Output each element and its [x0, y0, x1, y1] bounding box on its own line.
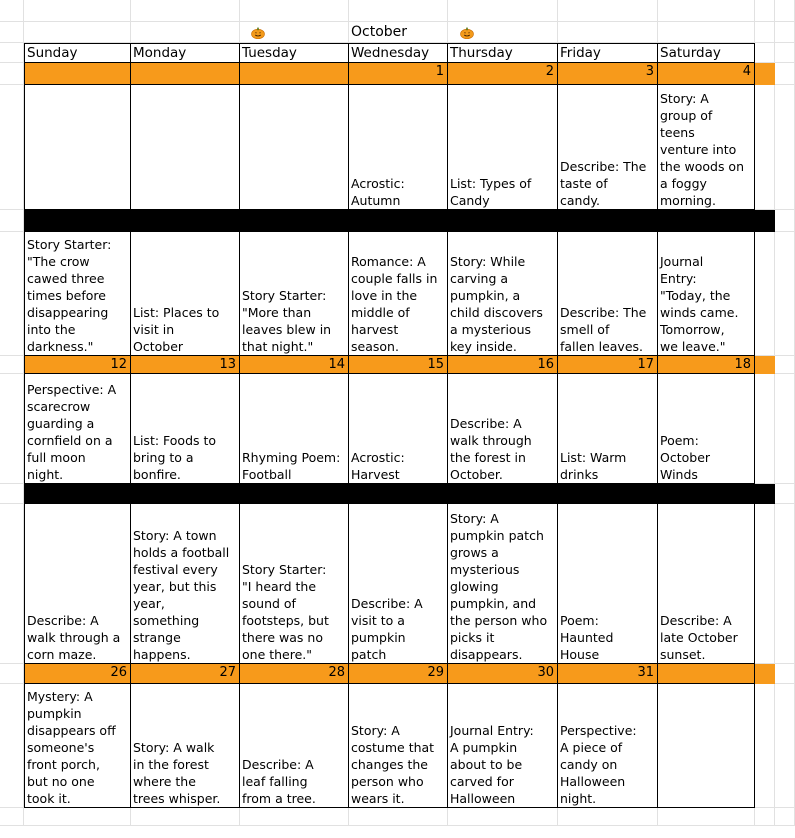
prompt-text: Romance: A couple falls in love in the middle of harvest season. — [351, 254, 438, 354]
day-prompt[interactable] — [24, 504, 131, 664]
grid-cell[interactable] — [775, 63, 795, 85]
grid-cell[interactable] — [755, 22, 775, 43]
grid-cell[interactable] — [131, 0, 240, 22]
band-extension — [755, 210, 775, 232]
prompt-text: Poem: October Winds — [660, 433, 711, 482]
day-prompt[interactable] — [349, 504, 448, 664]
date-number — [131, 63, 240, 85]
grid-cell[interactable] — [131, 22, 240, 43]
day-prompt[interactable] — [131, 684, 240, 808]
date-number: 17 — [558, 356, 658, 374]
grid-cell[interactable] — [0, 484, 24, 504]
header-sunday: Sunday — [24, 43, 131, 63]
date-number: 15 — [349, 356, 448, 374]
date-number: 3 — [558, 63, 658, 85]
band-extension — [755, 356, 775, 374]
day-prompt[interactable] — [658, 374, 755, 484]
day-prompt[interactable] — [558, 504, 658, 664]
prompt-text: List: Places to visit in October — [133, 305, 220, 354]
grid-cell[interactable] — [775, 43, 795, 63]
grid-cell[interactable] — [0, 232, 24, 356]
date-number: 27 — [131, 664, 240, 684]
pumpkin-icon — [460, 27, 474, 39]
month-title: October — [351, 24, 408, 40]
grid-cell[interactable] — [0, 85, 24, 210]
date-number: 25 — [658, 484, 755, 504]
prompt-text: List: Warm drinks — [560, 450, 627, 482]
grid-cell[interactable] — [755, 43, 775, 63]
grid-cell[interactable] — [558, 0, 658, 22]
grid-cell[interactable] — [131, 808, 240, 826]
day-prompt[interactable] — [558, 374, 658, 484]
grid-cell[interactable] — [0, 210, 24, 232]
grid-cell[interactable] — [775, 504, 795, 664]
header-monday: Monday — [131, 43, 240, 63]
prompt-text: Story: A pumpkin patch grows a mysterious glowing pumpkin, and the person who picks it disappears. — [450, 511, 548, 662]
grid-cell[interactable] — [775, 356, 795, 374]
date-number: 31 — [558, 664, 658, 684]
band-extension — [755, 484, 775, 504]
prompt-text: List: Foods to bring to a bonfire. — [133, 433, 217, 482]
grid-cell[interactable] — [775, 684, 795, 808]
date-number: 22 — [349, 484, 448, 504]
day-prompt[interactable] — [131, 85, 240, 210]
day-prompt[interactable] — [448, 684, 558, 808]
grid-cell[interactable] — [755, 504, 775, 664]
day-prompt[interactable] — [240, 374, 349, 484]
prompt-text: Acrostic: Harvest — [351, 450, 405, 482]
grid-cell[interactable] — [0, 22, 24, 43]
prompt-text: Story: A town holds a football festival every year, but this year, something strange happens. — [133, 528, 230, 662]
prompt-text: Acrostic: Autumn — [351, 176, 405, 208]
header-saturday: Saturday — [658, 43, 755, 63]
prompt-text: Perspective: A piece of candy on Halloween night. — [560, 723, 637, 806]
date-number: 12 — [24, 356, 131, 374]
date-number: 6 — [131, 210, 240, 232]
grid-cell[interactable] — [0, 684, 24, 808]
day-prompt[interactable] — [24, 374, 131, 484]
grid-cell[interactable] — [755, 232, 775, 356]
grid-cell[interactable] — [658, 808, 755, 826]
grid-cell[interactable] — [775, 808, 795, 826]
prompt-text: Journal Entry: A pumpkin about to be carved for Halloween — [450, 723, 534, 806]
prompt-text: Story: A group of teens venture into the woods on a foggy morning. — [660, 91, 744, 208]
header-friday: Friday — [558, 43, 658, 63]
prompt-text: Story: While carving a pumpkin, a child discovers a mysterious key inside. — [450, 254, 543, 354]
grid-cell[interactable] — [0, 504, 24, 664]
date-number: 5 — [24, 210, 131, 232]
day-prompt[interactable] — [448, 232, 558, 356]
grid-cell[interactable] — [24, 808, 131, 826]
grid-cell[interactable] — [775, 85, 795, 210]
day-prompt[interactable] — [240, 85, 349, 210]
prompt-text: Describe: A visit to a pumpkin patch — [351, 596, 423, 662]
date-number: 16 — [448, 356, 558, 374]
grid-cell[interactable] — [349, 0, 448, 22]
date-number — [24, 63, 131, 85]
grid-cell[interactable] — [775, 484, 795, 504]
day-prompt[interactable] — [24, 85, 131, 210]
band-extension — [755, 63, 775, 85]
day-prompt[interactable] — [448, 504, 558, 664]
date-number: 13 — [131, 356, 240, 374]
grid-cell[interactable] — [24, 22, 131, 43]
grid-cell[interactable] — [775, 0, 795, 22]
date-number: 20 — [131, 484, 240, 504]
day-prompt[interactable] — [349, 85, 448, 210]
date-number: 18 — [658, 356, 755, 374]
grid-cell[interactable] — [558, 808, 658, 826]
date-number — [240, 63, 349, 85]
date-number: 1 — [349, 63, 448, 85]
day-prompt[interactable] — [24, 684, 131, 808]
prompt-text: Rhyming Poem: Football — [242, 450, 341, 482]
prompt-text: Story Starter: "I heard the sound of footsteps, but there was no one there." — [242, 562, 329, 662]
day-prompt[interactable] — [658, 232, 755, 356]
grid-cell[interactable] — [775, 210, 795, 232]
day-prompt[interactable] — [558, 232, 658, 356]
grid-cell[interactable] — [448, 0, 558, 22]
prompt-text: Describe: A walk through a corn maze. — [27, 613, 121, 662]
date-number: 23 — [448, 484, 558, 504]
day-prompt[interactable] — [448, 374, 558, 484]
pumpkin-icon — [251, 27, 265, 39]
grid-cell[interactable] — [755, 808, 775, 826]
day-prompt[interactable] — [240, 232, 349, 356]
day-prompt[interactable] — [558, 684, 658, 808]
prompt-text: List: Types of Candy — [450, 176, 532, 208]
date-number: 7 — [240, 210, 349, 232]
prompt-text: Mystery: A pumpkin disappears off someone's front porch, but no one took it. — [27, 689, 116, 806]
day-prompt[interactable] — [349, 232, 448, 356]
day-prompt[interactable] — [131, 374, 240, 484]
date-number: 24 — [558, 484, 658, 504]
day-prompt[interactable] — [658, 504, 755, 664]
day-prompt[interactable] — [658, 684, 755, 808]
prompt-text: Story: A walk in the forest where the trees whisper. — [133, 740, 221, 806]
header-thursday: Thursday — [448, 43, 558, 63]
grid-cell[interactable] — [0, 43, 24, 63]
date-number: 28 — [240, 664, 349, 684]
grid-cell[interactable] — [558, 22, 658, 43]
grid-cell[interactable] — [775, 22, 795, 43]
day-prompt[interactable] — [131, 232, 240, 356]
grid-cell[interactable] — [755, 0, 775, 22]
grid-cell[interactable] — [755, 374, 775, 484]
grid-cell[interactable] — [0, 664, 24, 684]
grid-cell[interactable] — [448, 808, 558, 826]
date-number: 4 — [658, 63, 755, 85]
date-number: 2 — [448, 63, 558, 85]
grid-cell[interactable] — [775, 374, 795, 484]
date-number: 11 — [658, 210, 755, 232]
header-wednesday: Wednesday — [349, 43, 448, 63]
prompt-text: Journal Entry: "Today, the winds came. Tomorrow, we leave." — [660, 254, 739, 354]
date-number: 30 — [448, 664, 558, 684]
day-prompt[interactable] — [658, 85, 755, 210]
grid-cell[interactable] — [0, 356, 24, 374]
day-prompt[interactable] — [131, 504, 240, 664]
prompt-text: Describe: The taste of candy. — [560, 159, 647, 208]
day-prompt[interactable] — [448, 85, 558, 210]
grid-cell[interactable] — [0, 808, 24, 826]
day-prompt[interactable] — [349, 684, 448, 808]
grid-cell[interactable] — [240, 0, 349, 22]
grid-cell[interactable] — [24, 0, 131, 22]
date-number: 26 — [24, 664, 131, 684]
grid-cell[interactable] — [755, 684, 775, 808]
prompt-text: Describe: A late October sunset. — [660, 613, 738, 662]
prompt-text: Describe: A leaf falling from a tree. — [242, 757, 316, 806]
grid-cell[interactable] — [0, 374, 24, 484]
day-prompt[interactable] — [240, 684, 349, 808]
day-prompt[interactable] — [349, 374, 448, 484]
date-number: 29 — [349, 664, 448, 684]
header-tuesday: Tuesday — [240, 43, 349, 63]
grid-cell[interactable] — [240, 808, 349, 826]
grid-cell[interactable] — [0, 0, 24, 22]
day-prompt[interactable] — [240, 504, 349, 664]
prompt-text: Story: A costume that changes the person who wears it. — [351, 723, 435, 806]
grid-cell[interactable] — [775, 664, 795, 684]
grid-cell[interactable] — [658, 22, 755, 43]
band-extension — [755, 664, 775, 684]
date-number — [658, 664, 755, 684]
grid-cell[interactable] — [658, 0, 755, 22]
day-prompt[interactable] — [558, 85, 658, 210]
grid-cell[interactable] — [0, 63, 24, 85]
date-number: 10 — [558, 210, 658, 232]
prompt-text: Describe: A walk through the forest in October. — [450, 416, 532, 482]
prompt-text: Describe: The smell of fallen leaves. — [560, 305, 647, 354]
prompt-text: Story Starter: "The crow cawed three times before disappearing into the darkness." — [27, 237, 112, 354]
prompt-text: Poem: Haunted House — [560, 613, 614, 662]
date-number: 19 — [24, 484, 131, 504]
date-number: 21 — [240, 484, 349, 504]
date-number: 8 — [349, 210, 448, 232]
grid-cell[interactable] — [349, 808, 448, 826]
grid-cell[interactable] — [775, 232, 795, 356]
date-number: 9 — [448, 210, 558, 232]
date-number: 14 — [240, 356, 349, 374]
grid-cell[interactable] — [755, 85, 775, 210]
prompt-text: Story Starter: "More than leaves blew in that night." — [242, 288, 332, 354]
day-prompt[interactable] — [24, 232, 131, 356]
prompt-text: Perspective: A scarecrow guarding a cornfield on a full moon night. — [27, 382, 117, 482]
